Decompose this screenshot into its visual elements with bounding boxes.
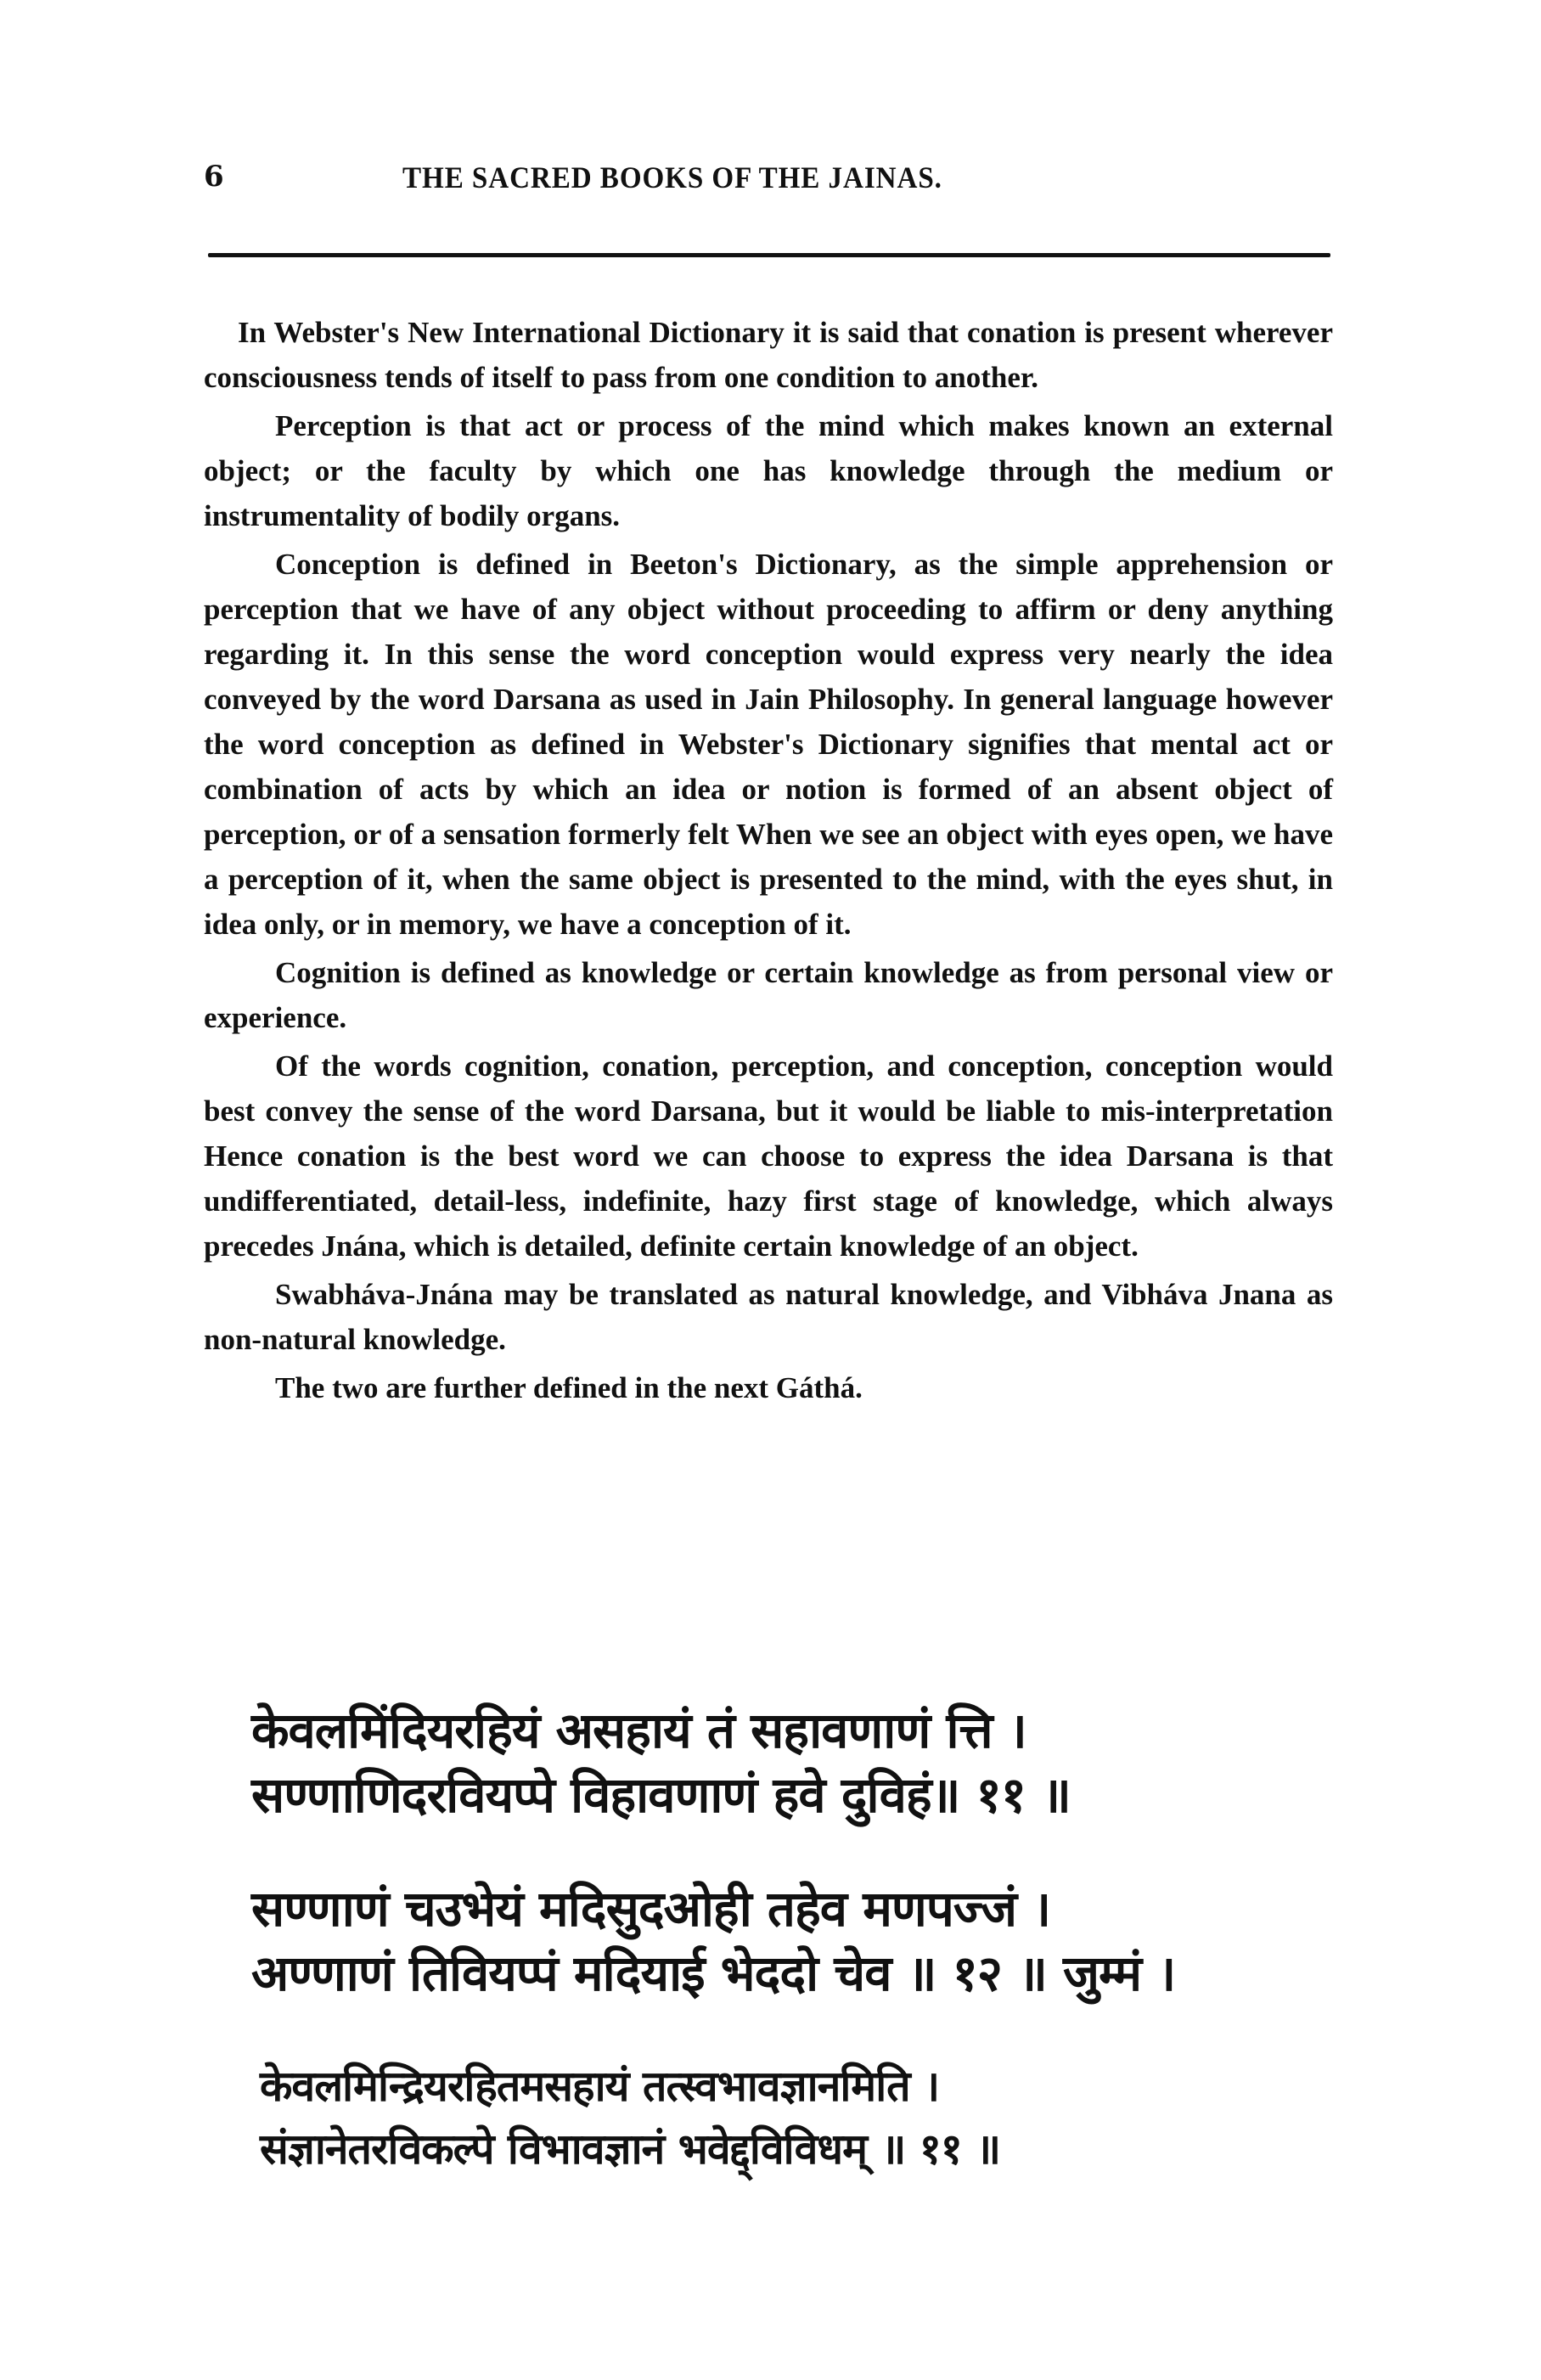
paragraph-comparison: Of the words cognition, conation, perception, and conception, conception would best convey the sense of the word Darsana, but it would be liable to mis-interpretation Hence conation is the best word we can choose to express the idea Darsana is that undifferentiated, detail-less, indefinite, hazy first stage of knowledge, which always precedes Jnána, which is detailed, definite certain knowledge of an object. bbox=[204, 1049, 1333, 1263]
verse-line: सण्णाणं चउभेयं मदिसुदओही तहेव मणपज्जं । bbox=[251, 1880, 1051, 1938]
paragraph-perception: Perception is that act or process of the mind which makes known an external object; or the faculty by which one has knowledge through the medium or instrumentality of bodily organs. bbox=[204, 409, 1333, 532]
verse-line: संज्ञानेतरविकल्पे विभावज्ञानं भवेद्द्विविधम् ॥ ११ ॥ bbox=[260, 2124, 1001, 2174]
paragraph-gatha-intro: The two are further defined in the next Gáthá. bbox=[275, 1371, 863, 1404]
verse-line: सण्णाणिदरवियप्पे विहावणाणं हवे दुविहं॥ ११ ॥ bbox=[251, 1766, 1071, 1824]
running-title: THE SACRED BOOKS OF THE JAINAS. bbox=[402, 160, 942, 194]
header-rule-divider bbox=[208, 253, 1330, 257]
page-header bbox=[204, 160, 1333, 211]
gatha-12-prakrit bbox=[251, 1876, 1355, 2006]
verse-line: केवलमिन्द्रियरहितमसहायं तत्स्वभावज्ञानमिति । bbox=[260, 2062, 940, 2111]
gatha-11-sanskrit-chhaya bbox=[251, 2055, 1355, 2180]
paragraph-swabhava-vibhava: Swabháva-Jnána may be translated as natural knowledge, and Vibháva Jnana as non-natural knowledge. bbox=[204, 1278, 1333, 1356]
verse-line: अण्णाणं तिवियप्पं मदियाई भेददो चेव ॥ १२ ॥ जुम्मं । bbox=[251, 1944, 1176, 2002]
page-number: 6 bbox=[204, 160, 224, 194]
verses-section bbox=[251, 1698, 1355, 2230]
paragraph-cognition: Cognition is defined as knowledge or certain knowledge as from personal view or experience. bbox=[204, 956, 1333, 1034]
paragraph-conception: Conception is defined in Beeton's Dictionary, as the simple apprehension or perception that we have of any object without proceeding to affirm or deny anything regarding it. In this sense the word conception would express very nearly the idea conveyed by the word Darsana as used in Jain Philosophy. In general language however the word conception as defined in Webster's Dictionary signifies that mental act or combination of acts by which an idea or notion is formed of an absent object of perception, or of a sensation formerly felt When we see an object with eyes open, we have a perception of it, when the same object is presented to the mind, with the eyes shut, in idea only, or in memory, we have a conception of it. bbox=[204, 548, 1333, 941]
paragraph-conation: In Webster's New International Dictionary it is said that conation is present wherever consciousness tends of itself to pass from one condition to another. bbox=[204, 316, 1333, 394]
verse-line: केवलमिंदियरहियं असहायं तं सहावणाणं त्ति । bbox=[251, 1702, 1026, 1759]
body-text bbox=[204, 310, 1333, 1414]
gatha-11-prakrit bbox=[251, 1698, 1355, 1827]
